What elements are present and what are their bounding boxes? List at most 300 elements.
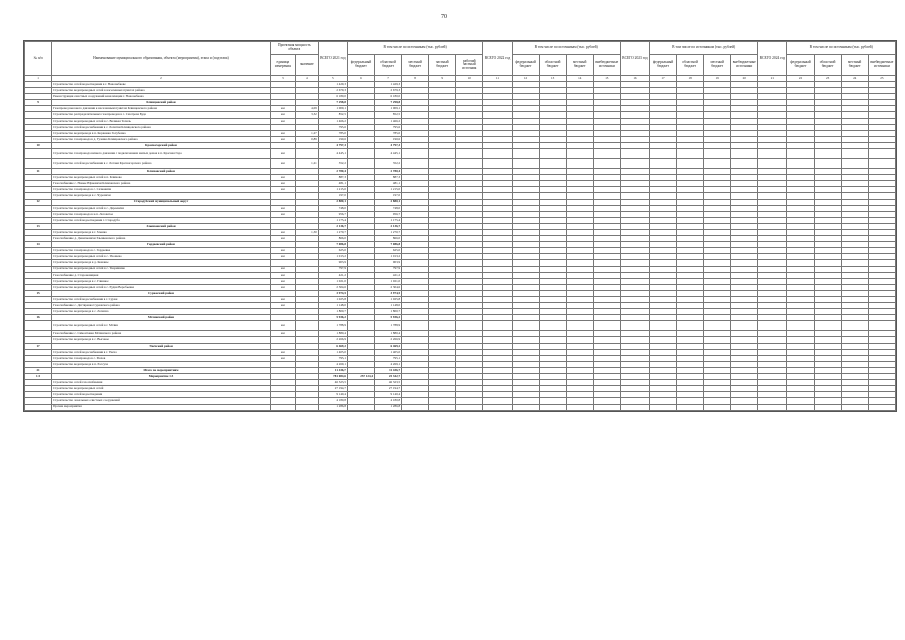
row-name: Климовский район xyxy=(52,169,271,175)
column-number: 9 xyxy=(429,76,456,82)
row-name: Строительство водопровода в п. Коржовка Голубовка xyxy=(52,130,271,136)
row-name: Строительство распределительных газопроводов в с. Смотрова Буда xyxy=(52,112,271,118)
row-total-2021: 7 298,8 xyxy=(318,100,347,106)
column-number: 8 xyxy=(402,76,429,82)
row-name: Мероприятие 1.5 xyxy=(52,374,271,380)
header-extra-2023: внебюджетные источники xyxy=(731,55,758,76)
row-empty-cell xyxy=(787,149,814,159)
row-unit: км xyxy=(270,106,295,112)
row-empty-cell xyxy=(704,404,731,410)
column-number: 20 xyxy=(731,76,758,82)
row-empty-cell xyxy=(649,159,676,169)
row-name: Строительство газопровода в н.п. Логоватое xyxy=(52,211,271,217)
row-federal-2021 xyxy=(347,321,374,331)
header-subprivate-2021: рабочий частный источник xyxy=(456,55,483,76)
row-regional-2021: 6 180,0 xyxy=(374,94,401,100)
column-number: 4 xyxy=(295,76,318,82)
row-empty-cell xyxy=(649,404,676,410)
row-name: Злынковский район xyxy=(52,223,271,229)
row-name: Строительство газопровода низкого давления с подключением жилых домов в п. Красная Гора xyxy=(52,149,271,159)
row-unit: км xyxy=(270,159,295,169)
header-capacity-unit: единица измерения xyxy=(270,55,295,76)
header-extra-2022: внебюджетные источники xyxy=(593,55,620,76)
row-total-2021: 46 323,5 xyxy=(318,380,347,386)
row-regional-2021: 46 323,5 xyxy=(374,380,401,386)
header-total-2022: ВСЕГО 2022 год xyxy=(483,42,512,76)
row-unit: км xyxy=(270,112,295,118)
row-empty-cell xyxy=(814,404,841,410)
header-sources-2022: В том числе по источникам (тыс. рублей) xyxy=(512,42,620,55)
row-unit: км xyxy=(270,284,295,290)
row-name: Строительство сетей водоснабжения в с. Лотаки Красногорского района xyxy=(52,159,271,169)
row-regional-2021: 352,2 xyxy=(374,159,401,169)
row-name: Газоснабжение д. Денисковичи Злынковского района xyxy=(52,236,271,242)
row-regional-2021: 481,1 xyxy=(374,181,401,187)
row-number: 9 xyxy=(25,100,52,106)
row-name: Строительство водопровода в с. Лопазна xyxy=(52,309,271,315)
row-local-2021 xyxy=(402,159,429,169)
row-name: Строительство газопровода в д. Гулевка Клинцовского района xyxy=(52,136,271,142)
row-empty-cell xyxy=(868,159,895,169)
header-num: № п/п xyxy=(25,42,52,76)
row-empty-cell xyxy=(456,149,483,159)
row-empty-cell xyxy=(512,321,539,331)
row-name: Строительство сетей водоотведения xyxy=(52,392,271,398)
row-unit: км xyxy=(270,321,295,331)
row-total-2021: 9 140,4 xyxy=(318,392,347,398)
row-local-2021 xyxy=(402,404,429,410)
row-name: Строительство водопровода в д. Кожаны xyxy=(52,260,271,266)
row-empty-cell xyxy=(731,404,758,410)
row-name: Итого по мероприятиям xyxy=(52,367,271,373)
row-total-2021: 421,2 xyxy=(318,272,347,278)
row-name: Строительство локальных очистных сооружений xyxy=(52,398,271,404)
row-regional-2021: 2 266,9 xyxy=(374,337,401,343)
column-number: 5 xyxy=(318,76,347,82)
row-regional-2021: 1 025,8 xyxy=(374,297,401,303)
row-empty-cell xyxy=(814,159,841,169)
row-empty-cell xyxy=(841,321,868,331)
row-empty-cell xyxy=(841,404,868,410)
row-regional-2021: 6 469,2 xyxy=(374,343,401,349)
row-empty-cell xyxy=(677,149,704,159)
column-number: 7 xyxy=(374,76,401,82)
row-regional-2021: 903,9 xyxy=(374,260,401,266)
row-empty-cell xyxy=(593,404,620,410)
row-empty-cell xyxy=(593,149,620,159)
row-capacity: 1,27 xyxy=(295,130,318,136)
row-number: 21 xyxy=(25,367,52,373)
row-regional-2021: 1 175,4 xyxy=(374,217,401,223)
column-number: 18 xyxy=(677,76,704,82)
row-total-2021: 4 797,3 xyxy=(318,142,347,148)
row-empty-cell xyxy=(483,149,512,159)
row-regional-2021: 1 880,4 xyxy=(374,331,401,337)
row-name: Строительство водопровода в г. Злынка xyxy=(52,229,271,235)
row-name: Прочие мероприятия xyxy=(52,404,271,410)
row-federal-2021 xyxy=(347,149,374,159)
row-capacity: 1,30 xyxy=(295,229,318,235)
row-unit: км xyxy=(270,149,295,159)
row-unit: км xyxy=(270,248,295,254)
row-total-2021: 1 880,4 xyxy=(318,331,347,337)
column-number: 12 xyxy=(512,76,539,82)
row-total-2021: 190,6 xyxy=(318,136,347,142)
row-empty-cell xyxy=(787,159,814,169)
row-regional-2021: 197,0 xyxy=(374,193,401,199)
row-regional-2021: 625,0 xyxy=(374,248,401,254)
header-total-2023: ВСЕГО 2023 год xyxy=(620,42,649,76)
row-name: Строительство водопроводных сетей в г. Мглин xyxy=(52,321,271,331)
row-name: Строительство газопровода в с. Гордеевка xyxy=(52,248,271,254)
row-number: 14 xyxy=(25,242,52,248)
row-empty-cell xyxy=(704,159,731,169)
row-empty-cell xyxy=(731,321,758,331)
row-regional-2021: 1 270,7 xyxy=(374,229,401,235)
row-number: 10 xyxy=(25,142,52,148)
table-row xyxy=(25,404,896,410)
row-federal-2021 xyxy=(347,159,374,169)
row-regional-2021: 795,6 xyxy=(374,124,401,130)
row-total-2021: 1 286,8 xyxy=(318,404,347,410)
row-empty-cell xyxy=(704,149,731,159)
row-regional-2021: 1 013,2 xyxy=(374,254,401,260)
row-private-2021 xyxy=(429,149,456,159)
row-empty-cell xyxy=(787,321,814,331)
row-empty-cell xyxy=(539,321,566,331)
header-regional-2022: областной бюджет xyxy=(539,55,566,76)
header-local-2022: местный бюджет xyxy=(566,55,593,76)
row-regional-2021: 190,6 xyxy=(374,136,401,142)
row-name: Строительство сетей водоотведения в г. Новозыбкове xyxy=(52,82,271,88)
row-number: 15 xyxy=(25,290,52,296)
row-total-2021: 6 180,0 xyxy=(318,94,347,100)
column-number: 14 xyxy=(566,76,593,82)
row-total-2021: 1 215,0 xyxy=(318,187,347,193)
row-unit: км xyxy=(270,130,295,136)
row-empty-cell xyxy=(512,404,539,410)
row-empty-cell xyxy=(677,404,704,410)
row-total-2021: 1 800,7 xyxy=(318,309,347,315)
row-regional-2021: 7 298,8 xyxy=(374,100,401,106)
row-number xyxy=(25,321,52,331)
row-name: Строительство водопроводных сетей в с. Уношево xyxy=(52,254,271,260)
row-name: Строительство газопровода в с. Сачковичи xyxy=(52,187,271,193)
row-regional-2021: 9 140,4 xyxy=(374,392,401,398)
row-name: Строительство водопровода в п. Рассуха xyxy=(52,361,271,367)
header-local-2021: местный бюджет xyxy=(402,55,429,76)
row-total-2021: 1 405,0 xyxy=(318,349,347,355)
row-unit: км xyxy=(270,349,295,355)
row-unit: км xyxy=(270,118,295,124)
row-total-2021: 1 175,4 xyxy=(318,217,347,223)
row-name: Строительство водопровода в с. Чуровичи xyxy=(52,193,271,199)
header-federal-2022: федеральный бюджет xyxy=(512,55,539,76)
row-total-2021: 625,0 xyxy=(318,248,347,254)
row-federal-2021: 257 124,4 xyxy=(347,374,374,380)
row-total-2021: 748,0 xyxy=(318,205,347,211)
column-number: 25 xyxy=(868,76,895,82)
row-total-2021: 4 269,1 xyxy=(318,361,347,367)
row-empty-cell xyxy=(868,321,895,331)
row-name: Строительство сетей водоснабжения в г. Сураж xyxy=(52,297,271,303)
column-number: 3 xyxy=(270,76,295,82)
row-unit xyxy=(270,404,295,410)
table-row xyxy=(25,149,896,159)
row-name: Газоснабжение с. Симонтовка Мглинского района xyxy=(52,331,271,337)
row-total-2021: 5 936,2 xyxy=(318,315,347,321)
header-sources-2021: В том числе по источникам (тыс. рублей) xyxy=(347,42,482,55)
row-local-2021 xyxy=(402,321,429,331)
row-number xyxy=(25,159,52,169)
row-regional-2021: 1 215,0 xyxy=(374,187,401,193)
row-empty-cell xyxy=(620,159,649,169)
row-regional-2021: 748,0 xyxy=(374,205,401,211)
row-capacity xyxy=(295,404,318,410)
row-regional-2021: 852,5 xyxy=(374,112,401,118)
row-empty-cell xyxy=(539,149,566,159)
header-local-2024: местный бюджет xyxy=(841,55,868,76)
row-total-2021: 785,0 xyxy=(318,130,347,136)
row-total-2021: 1 788,9 xyxy=(318,321,347,331)
row-name: Суражский район xyxy=(52,290,271,296)
column-number: 21 xyxy=(758,76,787,82)
row-regional-2021: 1 021,0 xyxy=(374,278,401,284)
row-total-2021: 1 013,2 xyxy=(318,254,347,260)
row-regional-2021: 4 797,3 xyxy=(374,142,401,148)
row-regional-2021: 421,2 xyxy=(374,272,401,278)
row-regional-2021: 4 445,1 xyxy=(374,149,401,159)
row-name: Строительство водопроводных сетей в с. Дареевичи xyxy=(52,205,271,211)
row-name: Строительство сетей водоснабжения в с. Лопатни Клинцовского района xyxy=(52,124,271,130)
row-regional-2021: 797,9 xyxy=(374,266,401,272)
column-number: 6 xyxy=(347,76,374,82)
row-unit: км xyxy=(270,297,295,303)
row-regional-2021: 1 429,3 xyxy=(374,82,401,88)
row-empty-cell xyxy=(814,149,841,159)
row-name: Гордеевский район xyxy=(52,242,271,248)
row-total-2021: 481,1 xyxy=(318,181,347,187)
row-federal-2021 xyxy=(347,404,374,410)
row-total-2021: 11 436,7 xyxy=(318,367,347,373)
row-number: 1.5 xyxy=(25,374,52,380)
row-empty-cell xyxy=(758,321,787,331)
row-total-2021: 795,1 xyxy=(318,355,347,361)
row-unit: км xyxy=(270,331,295,337)
header-local-2023: местный бюджет xyxy=(704,55,731,76)
row-private-2021 xyxy=(429,321,456,331)
row-regional-2021: 3 974,5 xyxy=(374,290,401,296)
row-total-2021: 1 429,3 xyxy=(318,82,347,88)
row-name: Газоснабжение с. Дегтяревка Суражского района xyxy=(52,303,271,309)
row-total-2021: 866,0 xyxy=(318,236,347,242)
row-total-2021: 956,7 xyxy=(318,211,347,217)
row-regional-2021: 2 780,4 xyxy=(374,169,401,175)
row-empty-cell xyxy=(483,159,512,169)
row-total-2021: 1 270,7 xyxy=(318,229,347,235)
row-total-2021: 781 084,6 xyxy=(318,374,347,380)
row-empty-cell xyxy=(593,321,620,331)
row-regional-2021: 2 679,3 xyxy=(374,88,401,94)
row-total-2021: 6 469,2 xyxy=(318,343,347,349)
column-number: 23 xyxy=(814,76,841,82)
row-regional-2021: 2 136,7 xyxy=(374,223,401,229)
row-name: Строительство водопроводных сетей в с. Творишино xyxy=(52,266,271,272)
row-unit: км xyxy=(270,136,295,142)
header-capacity: Проектная мощность объекта xyxy=(270,42,318,55)
column-number: 10 xyxy=(456,76,483,82)
header-regional-2021: областной бюджет xyxy=(374,55,401,76)
row-empty-cell xyxy=(566,149,593,159)
row-regional-2021: 2 304,6 xyxy=(374,284,401,290)
header-federal-2024: федеральный бюджет xyxy=(787,55,814,76)
header-capacity-value: значение xyxy=(295,55,318,76)
column-number: 11 xyxy=(483,76,512,82)
row-empty-cell xyxy=(758,149,787,159)
row-name: Строительство водопровода в с. Высокое xyxy=(52,337,271,343)
row-unit: км xyxy=(270,187,295,193)
row-regional-2021: 1 800,7 xyxy=(374,309,401,315)
column-number: 16 xyxy=(620,76,649,82)
row-empty-cell xyxy=(483,321,512,331)
row-empty-cell xyxy=(814,321,841,331)
row-regional-2021: 11 436,7 xyxy=(374,367,401,373)
row-name: Красногорский район xyxy=(52,142,271,148)
row-name: Клинцовский район xyxy=(52,100,271,106)
row-regional-2021: 887,3 xyxy=(374,175,401,181)
row-name: Мглинский район xyxy=(52,315,271,321)
row-regional-2021: 5 936,2 xyxy=(374,315,401,321)
row-empty-cell xyxy=(566,159,593,169)
row-empty-cell xyxy=(456,404,483,410)
row-total-2021: 2 880,1 xyxy=(318,199,347,205)
row-empty-cell xyxy=(620,321,649,331)
row-empty-cell xyxy=(731,149,758,159)
row-empty-cell xyxy=(841,149,868,159)
row-regional-2021: 1 788,9 xyxy=(374,321,401,331)
row-name: Строительство газопровода в с. Рюхов xyxy=(52,355,271,361)
row-empty-cell xyxy=(677,321,704,331)
row-unit: км xyxy=(270,266,295,272)
header-total-2024: ВСЕГО 2024 год xyxy=(758,42,787,76)
column-number: 17 xyxy=(649,76,676,82)
column-number: 1 xyxy=(25,76,52,82)
header-extra-2024: внебюджетные источники xyxy=(868,55,895,76)
row-total-2021: 4 445,1 xyxy=(318,149,347,159)
row-unit: км xyxy=(270,175,295,181)
row-local-2021 xyxy=(402,149,429,159)
column-number: 22 xyxy=(787,76,814,82)
row-total-2021: 352,2 xyxy=(318,159,347,169)
row-number xyxy=(25,404,52,410)
row-unit: км xyxy=(270,211,295,217)
row-name: Строительство сетей водоотведения г. Стародуба xyxy=(52,217,271,223)
row-unit: км xyxy=(270,229,295,235)
row-total-2021: 797,9 xyxy=(318,266,347,272)
table-header xyxy=(25,42,896,82)
column-number: 13 xyxy=(539,76,566,82)
row-regional-2021: 956,7 xyxy=(374,211,401,217)
row-regional-2021: 1 148,0 xyxy=(374,303,401,309)
row-capacity: 4,09 xyxy=(295,106,318,112)
row-regional-2021: 4 269,1 xyxy=(374,361,401,367)
table-row xyxy=(25,321,896,331)
header-name: Наименование муниципального образования, объекта (мероприятия), этапа и (подэтапа) xyxy=(52,42,271,76)
row-name: Газоснабжение д. Староновицкая xyxy=(52,272,271,278)
row-number: 12 xyxy=(25,199,52,205)
row-unit: км xyxy=(270,236,295,242)
column-number: 19 xyxy=(704,76,731,82)
row-empty-cell xyxy=(868,404,895,410)
row-total-2021: 852,5 xyxy=(318,112,347,118)
row-capacity: 0,89 xyxy=(295,136,318,142)
row-capacity: 3,32 xyxy=(295,112,318,118)
row-regional-2021: 785,0 xyxy=(374,130,401,136)
row-number: 16 xyxy=(25,315,52,321)
table-body xyxy=(25,82,896,411)
row-total-2021: 4 180,8 xyxy=(318,398,347,404)
row-total-2021: 3 974,5 xyxy=(318,290,347,296)
row-unit: км xyxy=(270,181,295,187)
row-total-2021: 1 025,8 xyxy=(318,297,347,303)
row-total-2021: 1 021,0 xyxy=(318,278,347,284)
header-regional-2023: областной бюджет xyxy=(677,55,704,76)
row-empty-cell xyxy=(868,149,895,159)
row-regional-2021: 4 180,8 xyxy=(374,398,401,404)
investment-table xyxy=(24,41,896,411)
row-private-2021 xyxy=(429,159,456,169)
row-regional-2021: 1 286,8 xyxy=(374,404,401,410)
row-name: Строительство сетей газоснабжения xyxy=(52,380,271,386)
row-regional-2021: 1 466,2 xyxy=(374,118,401,124)
row-name: Строительство водопроводных сетей в с. Рудня Воробьевка xyxy=(52,284,271,290)
row-empty-cell xyxy=(758,404,787,410)
row-empty-cell xyxy=(539,159,566,169)
row-total-2021: 2 780,4 xyxy=(318,169,347,175)
row-empty-cell xyxy=(456,321,483,331)
row-name: Строительство водопроводных сетей xyxy=(52,386,271,392)
row-empty-cell xyxy=(593,159,620,169)
row-capacity xyxy=(295,149,318,159)
row-regional-2021: 2 880,1 xyxy=(374,199,401,205)
row-empty-cell xyxy=(704,321,731,331)
row-unit: км xyxy=(270,272,295,278)
row-total-2021: 1 009,1 xyxy=(318,106,347,112)
row-capacity: 1,21 xyxy=(295,159,318,169)
row-number: 17 xyxy=(25,343,52,349)
row-empty-cell xyxy=(649,149,676,159)
row-empty-cell xyxy=(787,404,814,410)
row-unit: км xyxy=(270,303,295,309)
row-empty-cell xyxy=(456,159,483,169)
row-name: Строительство водопроводных сетей в с. Великая Топаль xyxy=(52,118,271,124)
row-total-2021: 2 304,6 xyxy=(318,284,347,290)
row-name: Реконструкция очистных сооружений канализации г. Новозыбкова xyxy=(52,94,271,100)
row-name: Унечский район xyxy=(52,343,271,349)
investment-table-sheet xyxy=(23,40,897,412)
row-total-2021: 795,6 xyxy=(318,124,347,130)
row-total-2021: 887,3 xyxy=(318,175,347,181)
column-number: 2 xyxy=(52,76,271,82)
row-empty-cell xyxy=(512,149,539,159)
row-private-2021 xyxy=(429,404,456,410)
row-regional-2021: 866,0 xyxy=(374,236,401,242)
row-regional-2021: 7 086,8 xyxy=(374,242,401,248)
row-capacity xyxy=(295,321,318,331)
row-total-2021: 2 266,9 xyxy=(318,337,347,343)
row-empty-cell xyxy=(649,321,676,331)
header-total-2021: ВСЕГО 2021 год xyxy=(318,42,347,76)
